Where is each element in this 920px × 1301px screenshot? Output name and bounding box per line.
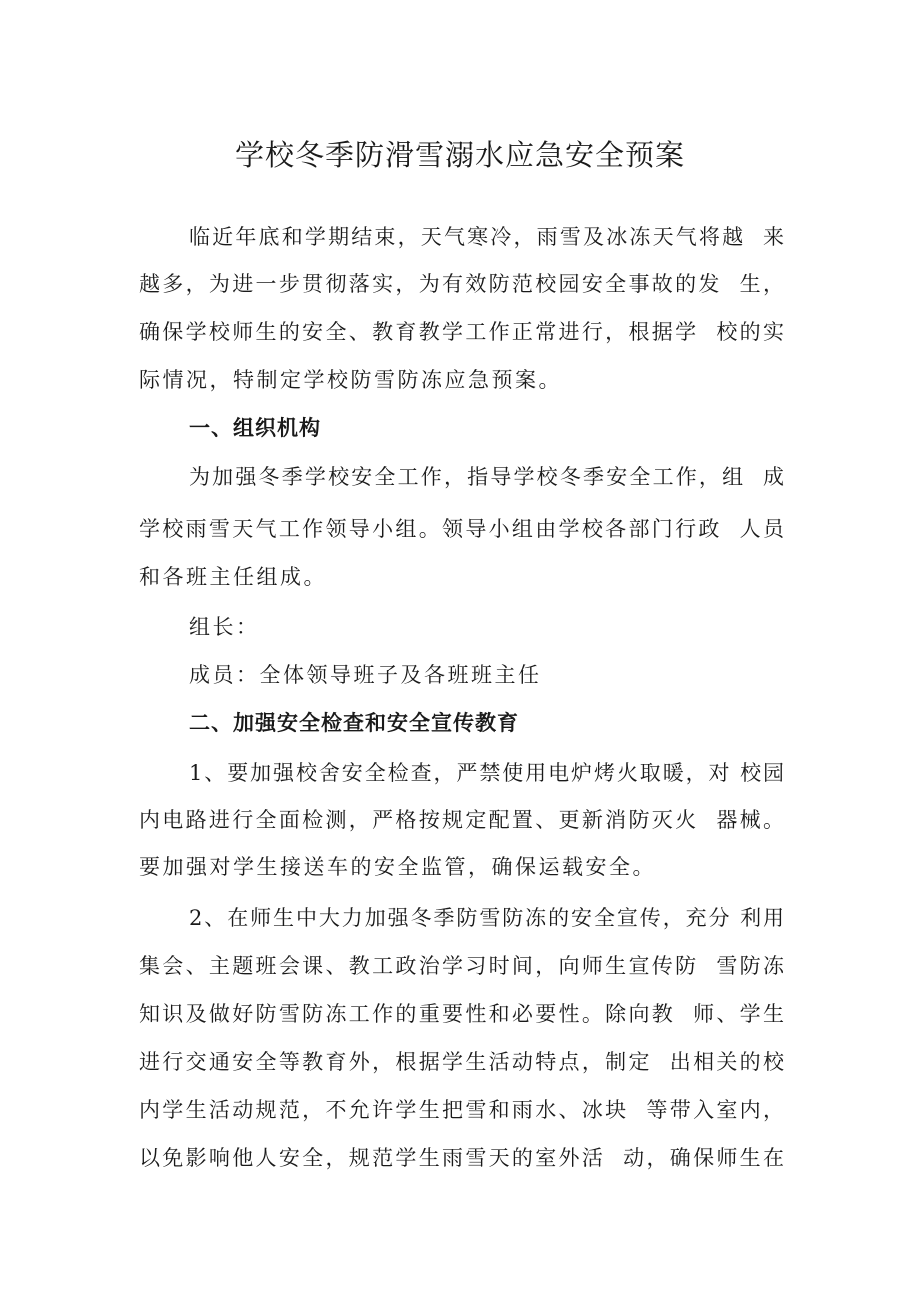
item1-line: 内电路进行全面检测，严格按规定配置、更新消防灭火 器械。: [139, 808, 784, 832]
leader-line: 组长：: [189, 615, 260, 639]
section1-line: 和各班主任组成。: [139, 565, 327, 589]
intro-line: 越多，为进一步贯彻落实，为有效防范校园安全事故的发 生，: [139, 272, 784, 296]
section1-line: 为加强冬季学校安全工作，指导学校冬季安全工作，组 成: [189, 465, 784, 489]
item2-line: 知识及做好防雪防冻工作的重要性和必要性。除向教 师、学生: [139, 1002, 784, 1026]
intro-line: 际情况，特制定学校防雪防冻应急预案。: [139, 368, 562, 392]
document-title: 学校冬季防滑雪溺水应急安全预案: [234, 138, 685, 172]
section-heading-safety: 二、加强安全检查和安全宣传教育: [189, 711, 519, 735]
item1-line: 要加强对学生接送车的安全监管，确保运载安全。: [139, 855, 656, 879]
item2-line: 内学生活动规范，不允许学生把雪和雨水、冰块 等带入室内，: [139, 1098, 784, 1122]
section-heading-organization: 一、组织机构: [189, 416, 321, 440]
item2-line: 进行交通安全等教育外，根据学生活动特点，制定 出相关的校: [139, 1050, 784, 1074]
members-line: 成员：全体领导班子及各班班主任: [189, 663, 542, 687]
intro-line: 确保学校师生的安全、教育教学工作正常进行，根据学 校的实: [139, 320, 784, 344]
intro-line: 临近年底和学期结束，天气寒冷，雨雪及冰冻天气将越 来: [189, 225, 784, 249]
item2-line: 2、在师生中大力加强冬季防雪防冻的安全宣传，充分 利用: [189, 906, 784, 930]
item2-line: 以免影响他人安全，规范学生雨雪天的室外活 动，确保师生在: [139, 1146, 784, 1170]
section1-line: 学校雨雪天气工作领导小组。领导小组由学校各部门行政 人员: [139, 517, 784, 541]
item2-line: 集会、主题班会课、教工政治学习时间，向师生宣传防 雪防冻: [139, 954, 784, 978]
item1-line: 1、要加强校舍安全检查，严禁使用电炉烤火取暖，对 校园: [189, 761, 784, 785]
